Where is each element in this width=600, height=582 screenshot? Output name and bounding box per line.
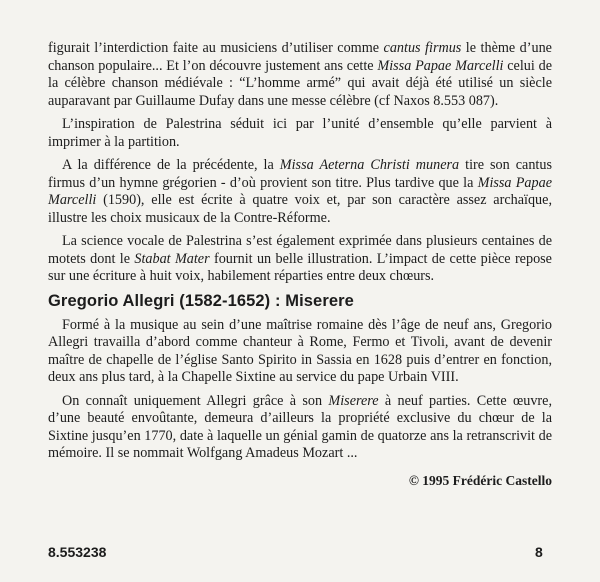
italic-title: Missa Aeterna Christi munera [279, 157, 460, 173]
italic-title: cantus firmus [383, 40, 462, 56]
paragraph-allegri-2: On connaît uniquement Allegri grâce à son Miserere à neuf parties. Cette œuvre, d’une beauté envoûtante, demeura d’ailleurs la propriété exclusive du chœur de la Sixtine jusqu’en 1770, date à laquelle un génial gamin de quatorze ans la retranscrivit de mémoire. Il se nommait Wolfgang Amadeus Mozart ... [48, 392, 552, 461]
section-heading-allegri: Gregorio Allegri (1582-1652) : Miserere [48, 291, 354, 310]
italic-title: Missa Papae Marcelli [377, 57, 504, 74]
italic-title: Stabat Mater [134, 250, 210, 267]
page-number: 8 [535, 544, 543, 560]
catalog-number: 8.553238 [48, 544, 107, 560]
paragraph-allegri-1: Formé à la musique au sein d’une maîtrise romaine dès l’âge de neuf ans, Gregorio Allegri travailla d’abord comme chanteur à Rome, Fermo et Tivoli, avant de devenir maître de chapelle de l’église Santo Spirito in Sassia en 1628 puis d’entrer en fonction, deux ans plus tard, à la Chapelle Sixtine au service du pape Urbain VIII. [48, 316, 552, 385]
paragraph-palestrina-3: A la différence de la précédente, la Missa Aeterna Christi munera tire son cantus firmus d’un hymne grégorien - d’où provient son titre. Plus tardive que la Missa Papae Marcelli (1590), elle est écrite à quatre voix et, par son caractère assez archaïque, illustre les choix musicaux de la Contre-Réforme. [48, 157, 552, 226]
copyright-signature: © 1995 Frédéric Castello [408, 472, 552, 488]
italic-title: Miserere [328, 392, 379, 409]
italic-title: Missa Papae Marcelli [48, 174, 552, 208]
paragraph-palestrina-4: La science vocale de Palestrina s’est également exprimée dans plusieurs centaines de motets dont le Stabat Mater fournit un belle illustration. L’impact de cette pièce repose sur une écriture à huit voix, habilement réparties entre deux chœurs. [48, 233, 552, 284]
paragraph-palestrina-2: L’inspiration de Palestrina séduit ici par l’unité d’ensemble qu’elle parvient à imprimer à la partition. [48, 116, 552, 150]
text-column [48, 40, 552, 489]
paragraph-palestrina-1: figurait l’interdiction faite au musiciens d’utiliser comme cantus firmus le thème d’une chanson populaire... Et l’on découvre justement ans cette Missa Papae Marcelli celui de la célèbre chanson médiévale : “L’homme armé” qui avait déjà été utilisé un siècle auparavant par Guillaume Dufay dans une messe célèbre (cf Naxos 8.553 087). [48, 40, 553, 109]
